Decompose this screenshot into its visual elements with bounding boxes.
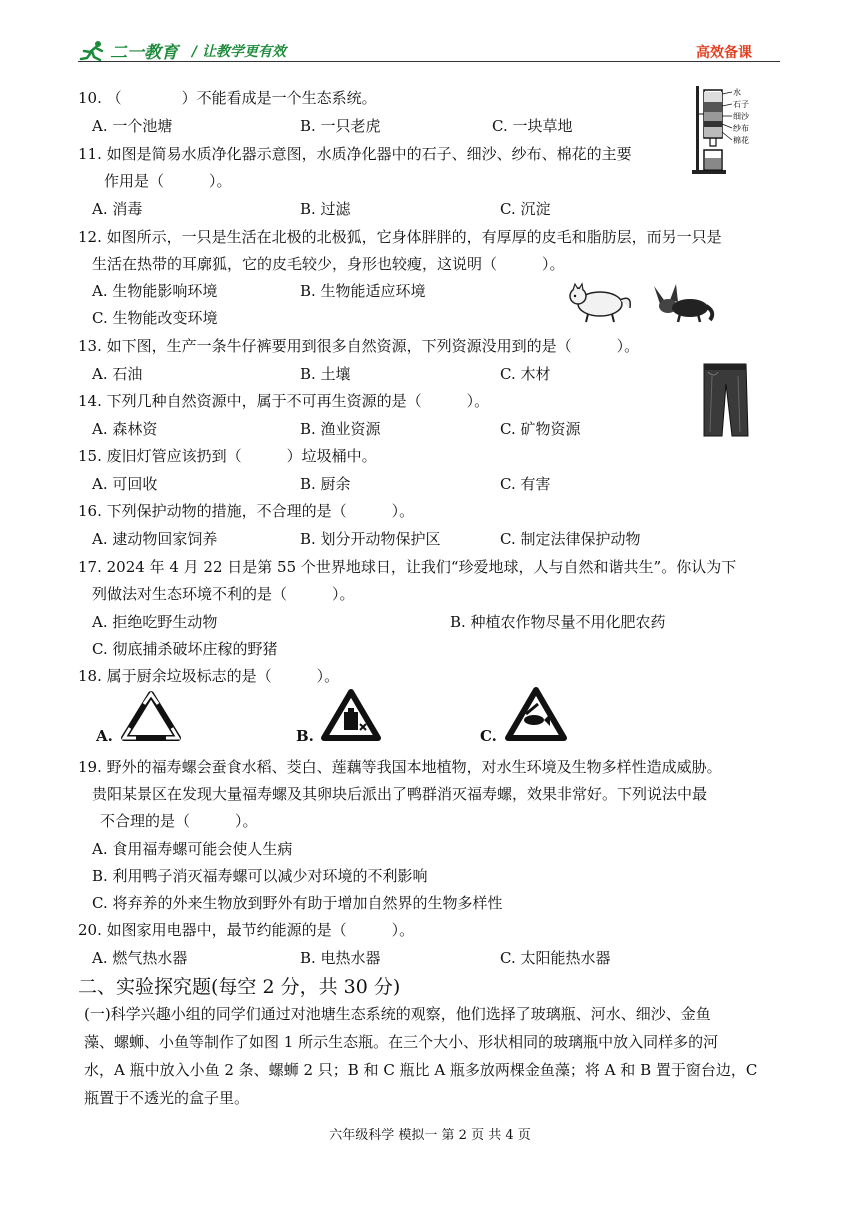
- q10-option-c: C. 一块草地: [492, 117, 573, 135]
- q18-option-c: C.: [480, 727, 497, 745]
- q18-stem: 18. 属于厨余垃圾标志的是（ ）。: [78, 667, 340, 685]
- section-paragraph-line4: 瓶置于不透光的盒子里。: [84, 1089, 250, 1107]
- q10-option-a: A. 一个池塘: [92, 117, 173, 135]
- q16-option-c: C. 制定法律保护动物: [500, 530, 641, 548]
- runner-icon: [78, 40, 108, 62]
- q12-stem-line1: 12. 如图所示，一只是生活在北极的北极狐，它身体胖胖的，有厚厚的皮毛和脂肪层，而另一只是: [78, 228, 722, 246]
- q20-option-a: A. 燃气热水器: [92, 949, 188, 967]
- section-paragraph-line3: 水，A 瓶中放入小鱼 2 条、螺蛳 2 只；B 和 C 瓶比 A 瓶多放两棵金鱼藻；将 A 和 B 置于窗台边，C: [84, 1061, 758, 1079]
- q19-stem-line3: 不合理的是（ ）。: [100, 812, 258, 830]
- q13-option-c: C. 木材: [500, 365, 551, 383]
- recyclable-symbol-icon: [120, 690, 182, 742]
- filter-label: 棉花: [733, 136, 749, 145]
- q19-option-c: C. 将弃养的外来生物放到野外有助于增加自然界的生物多样性: [92, 894, 503, 912]
- filter-label: 石子: [733, 100, 749, 109]
- section-paragraph-line2: 藻、螺蛳、小鱼等制作了如图 1 所示生态瓶。在三个大小、形状相同的玻璃瓶中放入同样多的河: [84, 1033, 719, 1051]
- filter-label: 水: [733, 88, 741, 97]
- header-divider: [78, 61, 780, 62]
- arctic-fox-image: [564, 280, 634, 324]
- q11-stem-line1: 11. 如图是简易水质净化器示意图，水质净化器中的石子、细沙、纱布、棉花的主要: [78, 145, 632, 163]
- fennec-fox-image: [650, 282, 716, 324]
- logo-text: 二一教育: [110, 43, 178, 63]
- q10-option-b: B. 一只老虎: [300, 117, 381, 135]
- q14-stem: 14. 下列几种自然资源中，属于不可再生资源的是（ ）。: [78, 392, 490, 410]
- q14-option-a: A. 森林资: [92, 420, 158, 438]
- q19-option-b: B. 利用鸭子消灭福寿螺可以减少对环境的不利影响: [92, 867, 428, 885]
- q16-option-b: B. 划分开动物保护区: [300, 530, 441, 548]
- q20-option-c: C. 太阳能热水器: [500, 949, 611, 967]
- q13-option-b: B. 土壤: [300, 365, 351, 383]
- water-filter-figure: [690, 84, 776, 176]
- filter-label: 细沙: [733, 112, 749, 121]
- q12-option-c: C. 生物能改变环境: [92, 309, 218, 327]
- q19-option-a: A. 食用福寿螺可能会使人生病: [92, 840, 293, 858]
- hazardous-waste-symbol-icon: [320, 688, 382, 742]
- q11-option-c: C. 沉淀: [500, 200, 551, 218]
- q14-option-c: C. 矿物资源: [500, 420, 581, 438]
- q18-option-a: A.: [96, 727, 113, 745]
- q17-stem-line1: 17. 2024 年 4 月 22 日是第 55 个世界地球日，让我们“珍爱地球，人与自然和谐共生”。你认为下: [78, 558, 737, 576]
- q17-option-a: A. 拒绝吃野生动物: [92, 613, 218, 631]
- section-title: 二、实验探究题(每空 2 分，共 30 分): [78, 976, 401, 998]
- q11-option-a: A. 消毒: [92, 200, 143, 218]
- slogan: / 让教学更有效: [192, 43, 286, 60]
- q12-option-b: B. 生物能适应环境: [300, 282, 426, 300]
- q15-option-b: B. 厨余: [300, 475, 351, 493]
- q19-stem-line1: 19. 野外的福寿螺会蚕食水稻、茭白、莲藕等我国本地植物，对水生环境及生物多样性造成威胁。: [78, 758, 722, 776]
- q18-option-b: B.: [296, 727, 314, 745]
- q15-option-a: A. 可回收: [92, 475, 158, 493]
- q13-stem: 13. 如下图，生产一条牛仔裤要用到很多自然资源，下列资源没用到的是（ ）。: [78, 337, 640, 355]
- q19-stem-line2: 贵阳某景区在发现大量福寿螺及其卵块后派出了鸭群消灭福寿螺，效果非常好。下列说法中最: [92, 785, 708, 803]
- brand-label: 高效备课: [696, 45, 752, 61]
- jeans-image: [700, 362, 750, 438]
- q13-option-a: A. 石油: [92, 365, 143, 383]
- q11-option-b: B. 过滤: [300, 200, 351, 218]
- logo: [78, 38, 286, 63]
- food-waste-symbol-icon: [504, 686, 568, 742]
- q17-option-c: C. 彻底捕杀破坏庄稼的野猪: [92, 640, 278, 658]
- q12-stem-line2: 生活在热带的耳廓狐，它的皮毛较少，身形也较瘦，这说明（ ）。: [92, 255, 565, 273]
- q15-stem: 15. 废旧灯管应该扔到（ ）垃圾桶中。: [78, 447, 377, 465]
- q17-option-b: B. 种植农作物尽量不用化肥农药: [450, 613, 666, 631]
- q16-stem: 16. 下列保护动物的措施，不合理的是（ ）。: [78, 502, 415, 520]
- q20-option-b: B. 电热水器: [300, 949, 381, 967]
- q11-stem-line2: 作用是（ ）。: [104, 172, 232, 190]
- q15-option-c: C. 有害: [500, 475, 551, 493]
- q17-stem-line2: 列做法对生态环境不利的是（ ）。: [92, 585, 355, 603]
- q20-stem: 20. 如图家用电器中，最节约能源的是（ ）。: [78, 921, 415, 939]
- page-footer: 六年级科学 模拟一 第 2 页 共 4 页: [329, 1128, 531, 1143]
- page-header: [78, 36, 780, 62]
- filter-label: 纱布: [733, 124, 749, 133]
- q10-stem: 10. （ ）不能看成是一个生态系统。: [78, 89, 377, 107]
- q12-option-a: A. 生物能影响环境: [92, 282, 218, 300]
- q16-option-a: A. 逮动物回家饲养: [92, 530, 218, 548]
- q14-option-b: B. 渔业资源: [300, 420, 381, 438]
- section-paragraph-line1: (一)科学兴趣小组的同学们通过对池塘生态系统的观察，他们选择了玻璃瓶、河水、细沙、金鱼: [84, 1005, 711, 1023]
